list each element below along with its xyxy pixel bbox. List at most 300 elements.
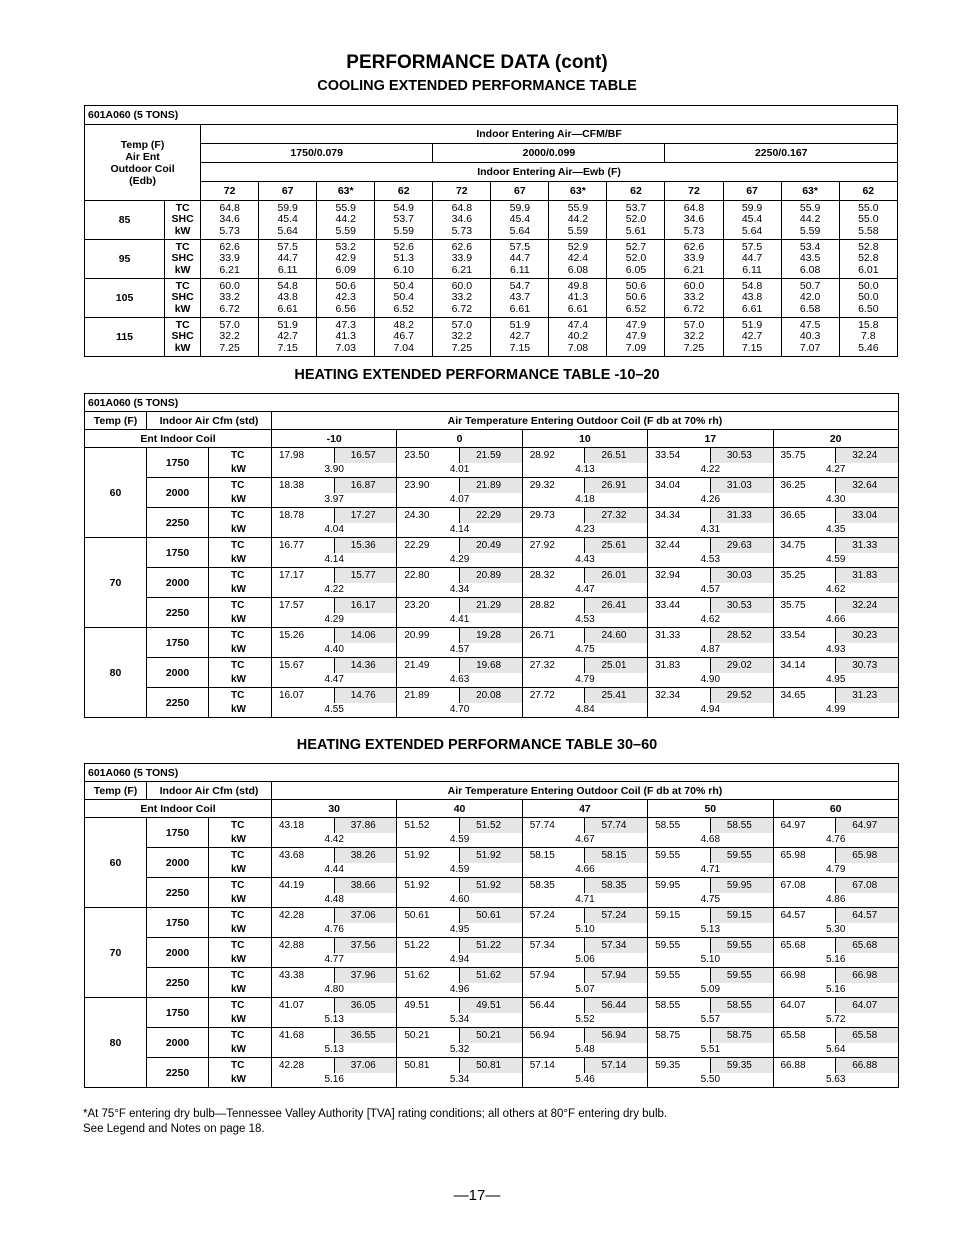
tc-value-alt: 37.96 xyxy=(334,968,397,983)
stack-value: 45.4 xyxy=(509,213,531,226)
stack-value: 52.8 xyxy=(858,240,879,253)
tc-value-alt: 31.03 xyxy=(710,478,773,493)
tc-value-alt: 20.08 xyxy=(460,688,523,703)
stack-value: 34.6 xyxy=(683,213,705,226)
stack-value: kW xyxy=(174,263,191,276)
stack-value: 55.0 xyxy=(858,213,879,226)
stack-value: 6.11 xyxy=(277,263,298,276)
tc-value-alt: 16.57 xyxy=(334,448,397,463)
stack-value: TC xyxy=(175,279,190,292)
tc-value: 28.92 xyxy=(522,448,585,463)
stack-value: 43.8 xyxy=(277,291,298,304)
stack-value: 6.61 xyxy=(509,302,531,315)
tc-label: TC xyxy=(209,848,272,863)
data-cell xyxy=(607,318,665,357)
stack-value: 32.2 xyxy=(219,330,240,343)
tc-row xyxy=(85,878,899,893)
cfm-group-header: 2000/0.099 xyxy=(433,144,665,163)
kw-value: 4.60 xyxy=(397,893,522,908)
stack-value: 7.07 xyxy=(799,341,821,354)
tc-row xyxy=(85,478,899,493)
tc-label: TC xyxy=(209,1058,272,1073)
stack-value: 50.6 xyxy=(625,279,647,292)
stack-value: 42.7 xyxy=(277,330,298,343)
kw-value: 5.32 xyxy=(397,1043,522,1058)
stack-value: SHC xyxy=(171,330,194,343)
heating-table-2-title: HEATING EXTENDED PERFORMANCE TABLE 30–60 xyxy=(296,737,658,753)
kw-value: 4.68 xyxy=(648,833,773,848)
temp-header-line: (Edb) xyxy=(129,174,156,187)
tc-value-alt: 51.22 xyxy=(460,938,523,953)
kw-value: 4.67 xyxy=(522,833,647,848)
tc-value-alt: 20.89 xyxy=(460,568,523,583)
tc-value-alt: 30.53 xyxy=(710,448,773,463)
stack-value: 51.9 xyxy=(509,318,531,331)
tc-value-alt: 21.59 xyxy=(460,448,523,463)
tc-value-alt: 58.55 xyxy=(710,998,773,1013)
tc-value: 33.54 xyxy=(648,448,711,463)
kw-value: 5.30 xyxy=(773,923,898,938)
indoor-temp-value: 60 xyxy=(85,818,147,908)
kw-value: 4.43 xyxy=(522,553,647,568)
cfm-value: 2250 xyxy=(147,1058,209,1088)
tc-value: 66.98 xyxy=(773,968,836,983)
kw-value: 4.66 xyxy=(773,613,898,628)
kw-label: kW xyxy=(209,1073,272,1088)
tc-value: 35.75 xyxy=(773,598,836,613)
tc-label: TC xyxy=(209,938,272,953)
stack-value: TC xyxy=(175,318,190,331)
kw-value: 5.13 xyxy=(648,923,773,938)
tc-value: 57.94 xyxy=(522,968,585,983)
tc-label: TC xyxy=(209,508,272,523)
unit-label: 601A060 (5 TONS) xyxy=(85,394,899,412)
tc-value-alt: 31.83 xyxy=(836,568,899,583)
stack-value: 33.2 xyxy=(451,291,473,304)
stack-value: 59.9 xyxy=(741,201,763,214)
tc-value-alt: 59.55 xyxy=(710,848,773,863)
stack-value: 60.0 xyxy=(451,279,473,292)
tc-label: TC xyxy=(209,478,272,493)
stack-value: 50.6 xyxy=(335,279,356,292)
stack-value: 5.59 xyxy=(799,224,821,237)
cfm-value: 2000 xyxy=(147,478,209,508)
data-cell xyxy=(259,318,317,357)
tc-value-alt: 32.64 xyxy=(836,478,899,493)
stack-value: 55.9 xyxy=(567,201,589,214)
tc-value: 51.92 xyxy=(397,878,460,893)
air-header: Indoor Entering Air—CFM/BF xyxy=(201,125,898,144)
tc-value: 31.83 xyxy=(648,658,711,673)
tc-value: 57.14 xyxy=(522,1058,585,1073)
kw-label: kW xyxy=(209,983,272,998)
stack-value: 52.0 xyxy=(625,213,647,226)
tc-value-alt: 66.88 xyxy=(836,1058,899,1073)
tc-value-alt: 14.06 xyxy=(334,628,397,643)
stack-value: 42.7 xyxy=(509,330,531,343)
kw-value: 4.26 xyxy=(648,493,773,508)
cfm-value: 1750 xyxy=(147,818,209,848)
cfm-value: 1750 xyxy=(147,998,209,1028)
stack-value: 6.58 xyxy=(799,302,821,315)
tc-value: 66.88 xyxy=(773,1058,836,1073)
tc-value: 17.17 xyxy=(272,568,335,583)
tc-value: 58.55 xyxy=(648,818,711,833)
table-row xyxy=(85,240,898,279)
kw-value: 5.51 xyxy=(648,1043,773,1058)
kw-value: 4.77 xyxy=(272,953,397,968)
data-cell xyxy=(317,201,375,240)
tc-value: 35.75 xyxy=(773,448,836,463)
cfm-header: Indoor Air Cfm (std) xyxy=(147,412,272,430)
cfm-group-header: 1750/0.079 xyxy=(201,144,433,163)
stack-value: 51.3 xyxy=(393,252,414,265)
table-row xyxy=(85,279,898,318)
stack-value: 44.7 xyxy=(509,252,531,265)
stack-value: 62.6 xyxy=(683,240,705,253)
temp-header: Temp (F) xyxy=(85,412,147,430)
kw-value: 4.18 xyxy=(522,493,647,508)
stack-value: 34.6 xyxy=(219,213,240,226)
stack-value: 47.9 xyxy=(625,330,647,343)
stack-value: 6.11 xyxy=(510,263,530,276)
tc-value-alt: 64.07 xyxy=(836,998,899,1013)
stack-value: 6.61 xyxy=(567,302,589,315)
table-row xyxy=(85,800,899,818)
tc-row xyxy=(85,448,899,463)
stack-value: 53.7 xyxy=(393,213,414,226)
tc-value-alt: 59.35 xyxy=(710,1058,773,1073)
data-cell xyxy=(317,279,375,318)
tc-value: 59.15 xyxy=(648,908,711,923)
tc-value: 64.07 xyxy=(773,998,836,1013)
tc-value: 59.95 xyxy=(648,878,711,893)
kw-value: 4.70 xyxy=(397,703,522,718)
kw-value: 4.96 xyxy=(397,983,522,998)
kw-label: kW xyxy=(209,463,272,478)
data-cell xyxy=(259,201,317,240)
stack-value: 6.08 xyxy=(567,263,589,276)
cfm-header: Indoor Air Cfm (std) xyxy=(147,782,272,800)
kw-value: 5.16 xyxy=(272,1073,397,1088)
stack-value: 59.9 xyxy=(277,201,298,214)
tc-value: 32.94 xyxy=(648,568,711,583)
data-cell xyxy=(607,240,665,279)
tc-value-alt: 37.86 xyxy=(334,818,397,833)
tc-label: TC xyxy=(209,538,272,553)
data-cell xyxy=(549,279,607,318)
stack-value: 41.3 xyxy=(567,291,589,304)
data-cell xyxy=(723,240,781,279)
kw-value: 4.87 xyxy=(648,643,773,658)
tc-label: TC xyxy=(209,598,272,613)
tc-value-alt: 26.51 xyxy=(585,448,648,463)
stack-value: 52.7 xyxy=(625,240,647,253)
tc-value-alt: 65.58 xyxy=(836,1028,899,1043)
tc-row xyxy=(85,848,899,863)
stack-value: 54.9 xyxy=(393,201,414,214)
stack-value: 45.4 xyxy=(741,213,763,226)
tc-value: 59.55 xyxy=(648,938,711,953)
data-cell xyxy=(781,201,839,240)
tc-value: 43.18 xyxy=(272,818,335,833)
tc-value-alt: 32.24 xyxy=(836,448,899,463)
temp-value: 95 xyxy=(85,240,165,279)
kw-label: kW xyxy=(209,703,272,718)
stack-value: TC xyxy=(175,201,190,214)
data-cell xyxy=(781,279,839,318)
tc-value-alt: 51.92 xyxy=(460,848,523,863)
stack-value: 62.6 xyxy=(219,240,240,253)
tc-value: 58.15 xyxy=(522,848,585,863)
stack-value: 64.8 xyxy=(683,201,705,214)
tc-row xyxy=(85,998,899,1013)
stack-value: 44.2 xyxy=(799,213,821,226)
cfm-value: 2250 xyxy=(147,688,209,718)
stack-value: 44.7 xyxy=(741,252,763,265)
air-temp-column-header: 50 xyxy=(648,800,773,818)
table-row xyxy=(85,182,898,201)
tc-label: TC xyxy=(209,1028,272,1043)
kw-value: 4.04 xyxy=(272,523,397,538)
stack-value: 47.9 xyxy=(625,318,647,331)
stack-value: 50.4 xyxy=(393,291,414,304)
stack-value: 64.8 xyxy=(451,201,473,214)
page-number: —17— xyxy=(453,1187,501,1204)
stack-value: 5.58 xyxy=(858,224,879,237)
kw-value: 4.95 xyxy=(397,923,522,938)
tc-value: 33.54 xyxy=(773,628,836,643)
tc-value: 58.75 xyxy=(648,1028,711,1043)
data-cell xyxy=(839,279,897,318)
tc-value-alt: 59.15 xyxy=(710,908,773,923)
data-cell xyxy=(433,201,491,240)
kw-value: 4.30 xyxy=(773,493,898,508)
temp-value: 85 xyxy=(85,201,165,240)
indoor-temp-value: 70 xyxy=(85,538,147,628)
air-temp-column-header: 0 xyxy=(397,430,522,448)
kw-value: 4.14 xyxy=(397,523,522,538)
stack-value: 6.08 xyxy=(799,263,821,276)
tc-value: 28.32 xyxy=(522,568,585,583)
tc-value: 31.33 xyxy=(648,628,711,643)
air-temp-column-header: 47 xyxy=(522,800,647,818)
tc-value-alt: 27.32 xyxy=(585,508,648,523)
stack-value: 32.2 xyxy=(683,330,705,343)
metric-labels xyxy=(165,318,201,357)
kw-value: 4.31 xyxy=(648,523,773,538)
kw-value: 5.57 xyxy=(648,1013,773,1028)
tc-value-alt: 56.44 xyxy=(585,998,648,1013)
stack-value: 53.4 xyxy=(799,240,821,253)
kw-value: 4.44 xyxy=(272,863,397,878)
tc-value: 34.04 xyxy=(648,478,711,493)
stack-value: SHC xyxy=(171,252,194,265)
stack-value: 44.2 xyxy=(335,213,356,226)
stack-value: 44.2 xyxy=(567,213,589,226)
tc-value-alt: 65.98 xyxy=(836,848,899,863)
kw-value: 4.01 xyxy=(397,463,522,478)
heating-performance-table-low xyxy=(84,393,899,718)
tc-value-alt: 16.87 xyxy=(334,478,397,493)
tc-value-alt: 50.81 xyxy=(460,1058,523,1073)
tc-value-alt: 38.66 xyxy=(334,878,397,893)
kw-value: 5.16 xyxy=(773,983,898,998)
data-cell xyxy=(781,318,839,357)
footnote-line-1: *At 75°F entering dry bulb—Tennessee Valley Authority [TVA] rating conditions; all others at 80°F entering dry bulb. xyxy=(83,1108,668,1120)
ewb-header: Indoor Entering Air—Ewb (F) xyxy=(201,163,898,182)
tc-value: 15.67 xyxy=(272,658,335,673)
kw-value: 5.13 xyxy=(272,1043,397,1058)
stack-value: 42.3 xyxy=(335,291,356,304)
ewb-column-header: 62 xyxy=(839,182,897,201)
tc-value-alt: 26.01 xyxy=(585,568,648,583)
kw-value: 4.07 xyxy=(397,493,522,508)
stack-value: 52.8 xyxy=(858,252,879,265)
tc-value-alt: 30.73 xyxy=(836,658,899,673)
tc-value: 23.50 xyxy=(397,448,460,463)
tc-value-alt: 37.06 xyxy=(334,1058,397,1073)
tc-value-alt: 37.06 xyxy=(334,908,397,923)
tc-row xyxy=(85,818,899,833)
kw-value: 4.94 xyxy=(648,703,773,718)
kw-value: 4.13 xyxy=(522,463,647,478)
stack-value: 7.04 xyxy=(393,341,414,354)
stack-value: SHC xyxy=(171,213,194,226)
tc-value-alt: 38.26 xyxy=(334,848,397,863)
stack-value: kW xyxy=(174,341,191,354)
tc-value-alt: 30.03 xyxy=(710,568,773,583)
stack-value: 6.09 xyxy=(335,263,356,276)
kw-value: 4.63 xyxy=(397,673,522,688)
cfm-value: 1750 xyxy=(147,628,209,658)
stack-value: 6.72 xyxy=(451,302,473,315)
kw-value: 5.07 xyxy=(522,983,647,998)
kw-value: 4.71 xyxy=(522,893,647,908)
data-cell xyxy=(607,201,665,240)
data-cell xyxy=(549,240,607,279)
tc-value: 51.22 xyxy=(397,938,460,953)
kw-value: 4.62 xyxy=(648,613,773,628)
table-row xyxy=(85,764,899,782)
stack-value: 64.8 xyxy=(219,201,240,214)
tc-value-alt: 30.23 xyxy=(836,628,899,643)
cfm-value: 2250 xyxy=(147,508,209,538)
tc-value-alt: 17.27 xyxy=(334,508,397,523)
stack-value: 54.7 xyxy=(509,279,531,292)
kw-value: 4.53 xyxy=(648,553,773,568)
kw-value: 4.84 xyxy=(522,703,647,718)
ewb-column-header: 67 xyxy=(723,182,781,201)
stack-value: 5.73 xyxy=(451,224,473,237)
tc-value-alt: 67.08 xyxy=(836,878,899,893)
stack-value: 5.59 xyxy=(393,224,414,237)
table-row xyxy=(85,144,898,163)
stack-value: 42.9 xyxy=(335,252,356,265)
tc-value: 17.98 xyxy=(272,448,335,463)
tc-label: TC xyxy=(209,998,272,1013)
stack-value: 6.01 xyxy=(858,263,879,276)
tc-value: 26.71 xyxy=(522,628,585,643)
ewb-column-header: 63* xyxy=(549,182,607,201)
kw-value: 3.90 xyxy=(272,463,397,478)
data-cell xyxy=(665,318,723,357)
tc-value: 34.14 xyxy=(773,658,836,673)
table-row xyxy=(85,201,898,240)
stack-value: 6.10 xyxy=(393,263,414,276)
indoor-temp-value: 80 xyxy=(85,998,147,1088)
tc-value-alt: 29.02 xyxy=(710,658,773,673)
tc-value: 35.25 xyxy=(773,568,836,583)
kw-value: 5.10 xyxy=(648,953,773,968)
stack-value: 62.6 xyxy=(451,240,473,253)
kw-label: kW xyxy=(209,1043,272,1058)
tc-value-alt: 57.34 xyxy=(585,938,648,953)
tc-label: TC xyxy=(209,448,272,463)
kw-label: kW xyxy=(209,953,272,968)
tc-label: TC xyxy=(209,688,272,703)
data-cell xyxy=(839,201,897,240)
tc-value: 34.65 xyxy=(773,688,836,703)
tc-value: 34.34 xyxy=(648,508,711,523)
data-cell xyxy=(491,201,549,240)
cfm-value: 1750 xyxy=(147,908,209,938)
tc-value: 18.38 xyxy=(272,478,335,493)
stack-value: kW xyxy=(174,224,191,237)
tc-value-alt: 25.41 xyxy=(585,688,648,703)
kw-value: 5.10 xyxy=(522,923,647,938)
tc-value-alt: 31.33 xyxy=(836,538,899,553)
data-cell xyxy=(433,318,491,357)
kw-label: kW xyxy=(209,863,272,878)
stack-value: 34.6 xyxy=(451,213,473,226)
tc-value: 51.52 xyxy=(397,818,460,833)
stack-value: 45.4 xyxy=(277,213,298,226)
tc-value-alt: 58.55 xyxy=(710,818,773,833)
stack-value: 5.59 xyxy=(335,224,356,237)
tc-value: 50.61 xyxy=(397,908,460,923)
stack-value: 6.52 xyxy=(393,302,414,315)
tc-value-alt: 36.55 xyxy=(334,1028,397,1043)
stack-value: 7.8 xyxy=(861,330,876,343)
tc-value-alt: 32.24 xyxy=(836,598,899,613)
stack-value: 55.9 xyxy=(799,201,821,214)
stack-value: 43.8 xyxy=(741,291,763,304)
stack-value: 48.2 xyxy=(393,318,414,331)
cooling-performance-table xyxy=(84,105,898,357)
stack-value: 51.9 xyxy=(277,318,298,331)
kw-value: 5.50 xyxy=(648,1073,773,1088)
tc-value: 64.97 xyxy=(773,818,836,833)
tc-value-alt: 25.61 xyxy=(585,538,648,553)
tc-label: TC xyxy=(209,628,272,643)
kw-value: 5.72 xyxy=(773,1013,898,1028)
tc-value-alt: 26.91 xyxy=(585,478,648,493)
tc-value-alt: 31.23 xyxy=(836,688,899,703)
stack-value: 50.7 xyxy=(799,279,821,292)
table-row xyxy=(85,318,898,357)
kw-value: 4.93 xyxy=(773,643,898,658)
stack-value: TC xyxy=(175,240,190,253)
kw-value: 4.79 xyxy=(773,863,898,878)
stack-value: 6.21 xyxy=(451,263,473,276)
kw-value: 4.86 xyxy=(773,893,898,908)
stack-value: 42.0 xyxy=(799,291,821,304)
kw-value: 4.47 xyxy=(272,673,397,688)
tc-value: 15.26 xyxy=(272,628,335,643)
data-cell xyxy=(375,240,433,279)
stack-value: 40.2 xyxy=(567,330,589,343)
